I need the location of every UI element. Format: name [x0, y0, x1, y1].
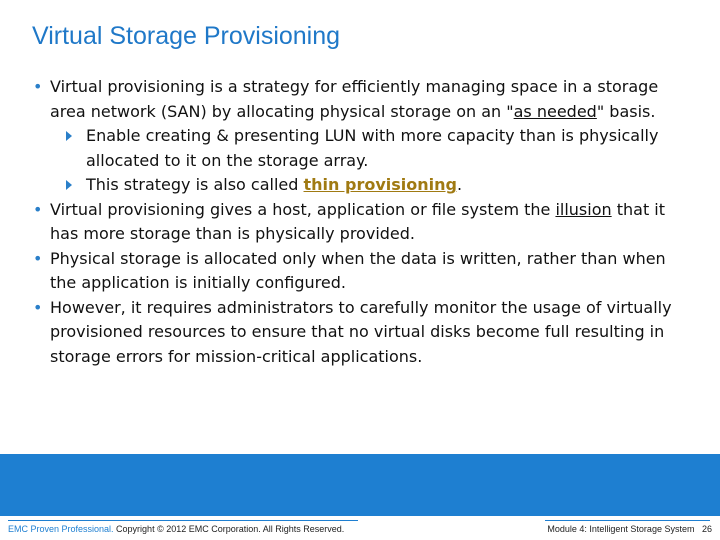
footer-copyright: EMC Proven Professional. Copyright © 2012 EMC Corporation. All Rights Reserved.: [8, 524, 345, 534]
sub-bullet-item: Enable creating & presenting LUN with more capacity than is physically allocated to it on the storage array.: [20, 124, 690, 173]
bullet-dot-icon: •: [33, 199, 43, 219]
as-needed-link: as needed: [513, 101, 597, 121]
bullet-item: • Virtual provisioning is a strategy for efficiently managing space in a storage area network (SAN) by allocating physical storage on an "as needed" basis.: [33, 77, 659, 121]
slide-footer: [0, 516, 720, 540]
arrow-bullet-icon: [66, 131, 72, 141]
slide-title: Virtual Storage Provisioning: [32, 22, 341, 50]
footer-divider: [545, 520, 710, 521]
footer-divider: [8, 520, 358, 521]
footer-module: Module 4: Intelligent Storage System 26: [547, 524, 712, 534]
illusion-link: illusion: [555, 199, 612, 219]
slide-content: [20, 75, 690, 369]
footer-band: [0, 454, 720, 516]
thin-provisioning-link: thin provisioning: [303, 175, 457, 194]
bullet-dot-icon: •: [33, 248, 43, 268]
footer-brand: EMC Proven Professional.: [8, 524, 114, 534]
bullet-dot-icon: •: [33, 297, 43, 317]
bullet-item: • Physical storage is allocated only when the data is written, rather than when the application is initially configured.: [33, 248, 666, 292]
page-number: 26: [701, 524, 712, 534]
arrow-bullet-icon: [66, 180, 72, 190]
bullet-dot-icon: •: [33, 77, 43, 96]
bullet-item: • Virtual provisioning gives a host, application or file system the illusion that it has more storage than is physically provided.: [33, 199, 666, 243]
bullet-item: • However, it requires administrators to carefully monitor the usage of virtually provisioned resources to ensure that no virtual disks become full resulting in storage errors for mission-critical applications.: [33, 297, 672, 366]
sub-bullet-item: This strategy is also called thin provisioning.: [20, 173, 690, 198]
